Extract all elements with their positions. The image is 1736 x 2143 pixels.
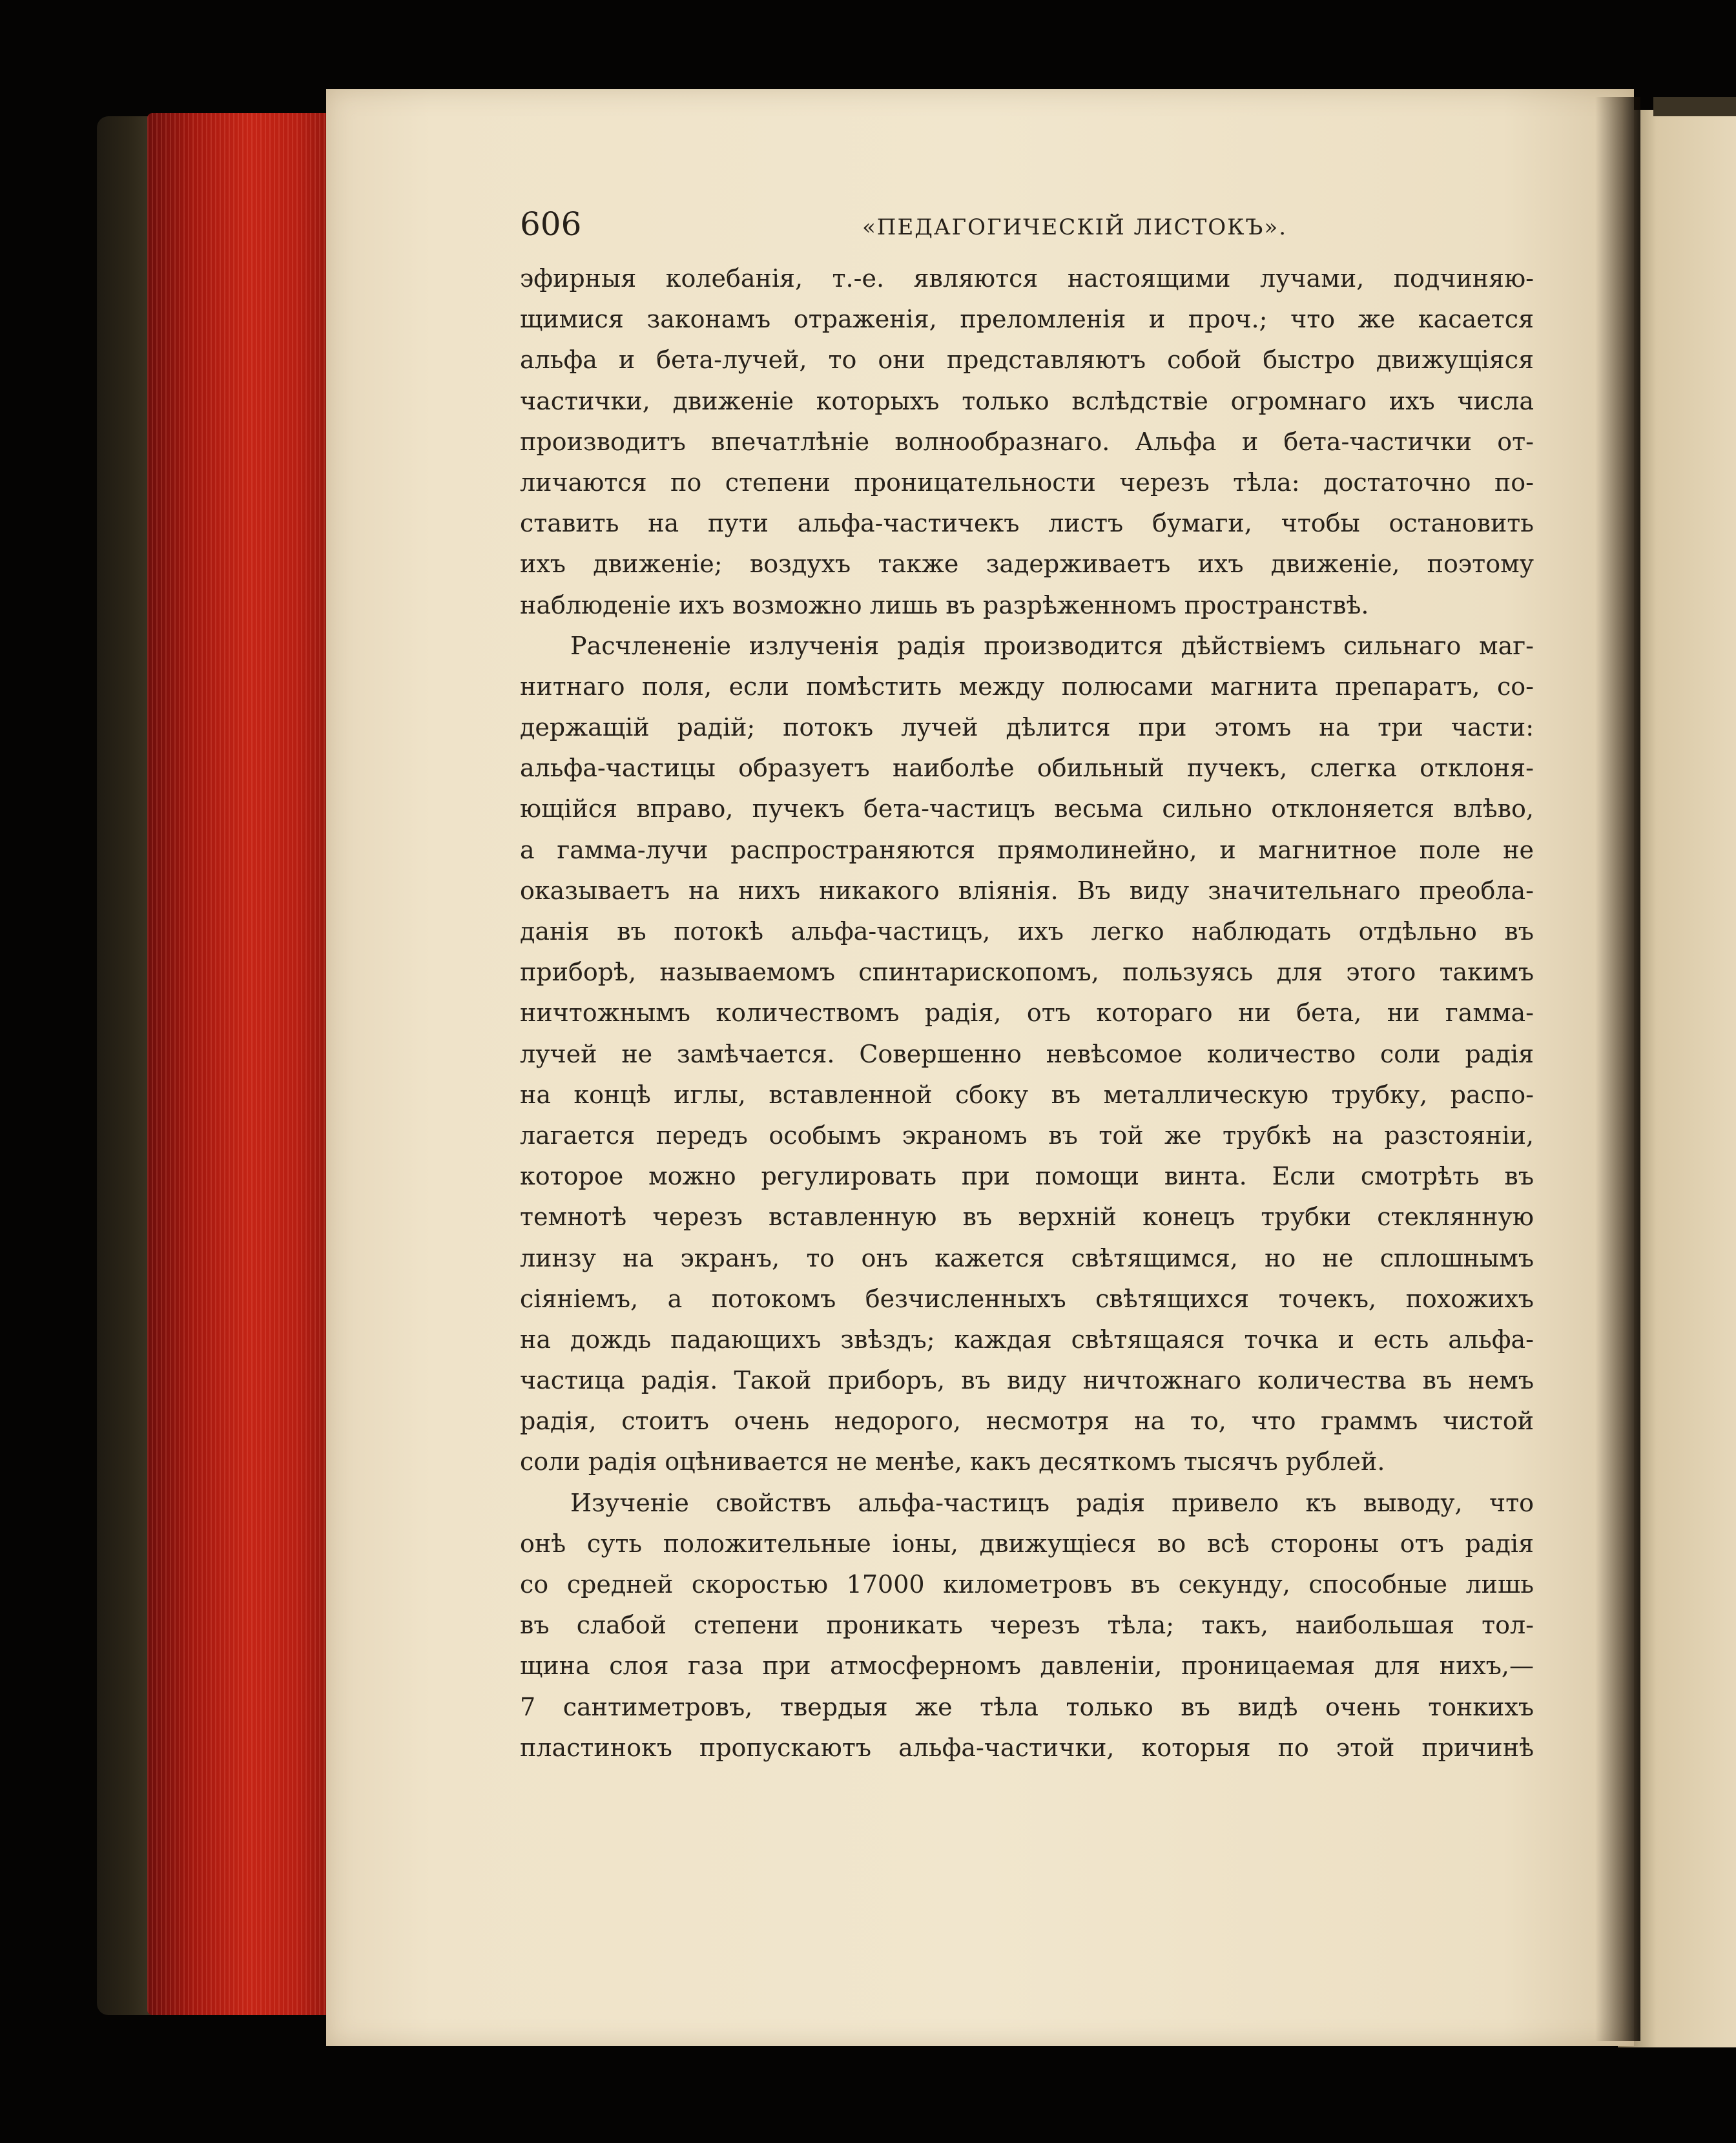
page-gutter-shadow — [1595, 97, 1640, 2041]
text-line: ихъ движеніе; воздухъ также задерживаетъ ихъ движеніе, поэтому — [520, 550, 1534, 579]
text-line: частица радія. Такой приборъ, въ виду ничтожнаго количества въ немъ — [520, 1366, 1534, 1395]
text-line: частички, движеніе которыхъ только вслѣдствіе огромнаго ихъ числа — [520, 386, 1534, 415]
text-line: а гамма-лучи распространяются прямолинейно, и магнитное поле не — [520, 835, 1534, 864]
red-page-edges — [147, 113, 335, 2015]
body-text — [520, 258, 1534, 1768]
text-line: личаются по степени проницательности черезъ тѣла: достаточно по- — [520, 468, 1534, 497]
text-line: приборѣ, называемомъ спинтарископомъ, пользуясь для этого такимъ — [520, 958, 1534, 987]
text-line: держащій радій; потокъ лучей дѣлится при этомъ на три части: — [520, 713, 1534, 742]
running-head: «ПЕДАГОГИЧЕСКІЙ ЛИСТОКЪ». — [862, 214, 1288, 240]
text-line: пластинокъ пропускаютъ альфа-частички, которыя по этой причинѣ — [520, 1733, 1534, 1762]
text-line: темнотѣ черезъ вставленную въ верхній конецъ трубки стеклянную — [520, 1203, 1534, 1232]
text-line: наблюденіе ихъ возможно лишь въ разрѣженномъ пространствѣ. — [520, 590, 1369, 619]
text-line: 7 сантиметровъ, твердыя же тѣла только въ видѣ очень тонкихъ — [520, 1692, 1534, 1721]
text-line: Изученіе свойствъ альфа-частицъ радія привело къ выводу, что — [570, 1488, 1534, 1517]
text-line: нитнаго поля, если помѣстить между полюсами магнита препаратъ, со- — [520, 672, 1534, 701]
text-line: альфа-частицы образуетъ наиболѣе обильный пучекъ, слегка отклоня- — [520, 754, 1534, 783]
text-line: оказываетъ на нихъ никакого вліянія. Въ виду значительнаго преобла- — [520, 876, 1534, 905]
text-line: щина слоя газа при атмосферномъ давленіи, проницаемая для нихъ,— — [520, 1651, 1534, 1681]
text-line: Расчлененіе излученія радія производится дѣйствіемъ сильнаго маг- — [570, 631, 1534, 660]
text-line: ющійся вправо, пучекъ бета-частицъ весьма сильно отклоняется влѣво, — [520, 794, 1534, 823]
text-line: щимися законамъ отраженія, преломленія и проч.; что же касается — [520, 305, 1534, 334]
text-line: альфа и бета-лучей, то они представляютъ собой быстро движущіяся — [520, 346, 1534, 375]
text-line: линзу на экранъ, то онъ кажется свѣтящимся, но не сплошнымъ — [520, 1243, 1534, 1272]
page-number: 606 — [520, 205, 582, 243]
text-line: данія въ потокѣ альфа-частицъ, ихъ легко наблюдать отдѣльно въ — [520, 917, 1534, 946]
text-line: сіяніемъ, а потокомъ безчисленныхъ свѣтящихся точекъ, похожихъ — [520, 1284, 1534, 1313]
text-line: лучей не замѣчается. Совершенно невѣсомое количество соли радія — [520, 1039, 1534, 1068]
facing-cover-edge — [1653, 97, 1736, 116]
text-line: радія, стоитъ очень недорого, несмотря на то, что граммъ чистой — [520, 1407, 1534, 1436]
text-line: соли радія оцѣнивается не менѣе, какъ десяткомъ тысячъ рублей. — [520, 1447, 1385, 1476]
text-line: ничтожнымъ количествомъ радія, отъ котораго ни бета, ни гамма- — [520, 999, 1534, 1028]
text-line: въ слабой степени проникать черезъ тѣла; такъ, наибольшая тол- — [520, 1611, 1534, 1640]
text-line: лагается передъ особымъ экраномъ въ той же трубкѣ на разстояніи, — [520, 1121, 1534, 1150]
text-line: производитъ впечатлѣніе волнообразнаго. Альфа и бета-частички от- — [520, 427, 1534, 456]
text-line: на концѣ иглы, вставленной сбоку въ металлическую трубку, распо- — [520, 1080, 1534, 1109]
text-line: на дождь падающихъ звѣздъ; каждая свѣтящаяся точка и есть альфа- — [520, 1325, 1534, 1354]
text-line: со средней скоростью 17000 километровъ въ секунду, способные лишь — [520, 1570, 1534, 1599]
text-line: онѣ суть положительные іоны, движущіеся во всѣ стороны отъ радія — [520, 1529, 1534, 1558]
text-line: ставить на пути альфа-частичекъ листъ бумаги, чтобы остановить — [520, 509, 1534, 538]
text-line: эфирныя колебанія, т.-е. являются настоящими лучами, подчиняю- — [520, 264, 1534, 293]
text-line: которое можно регулировать при помощи винта. Если смотрѣть въ — [520, 1162, 1534, 1191]
